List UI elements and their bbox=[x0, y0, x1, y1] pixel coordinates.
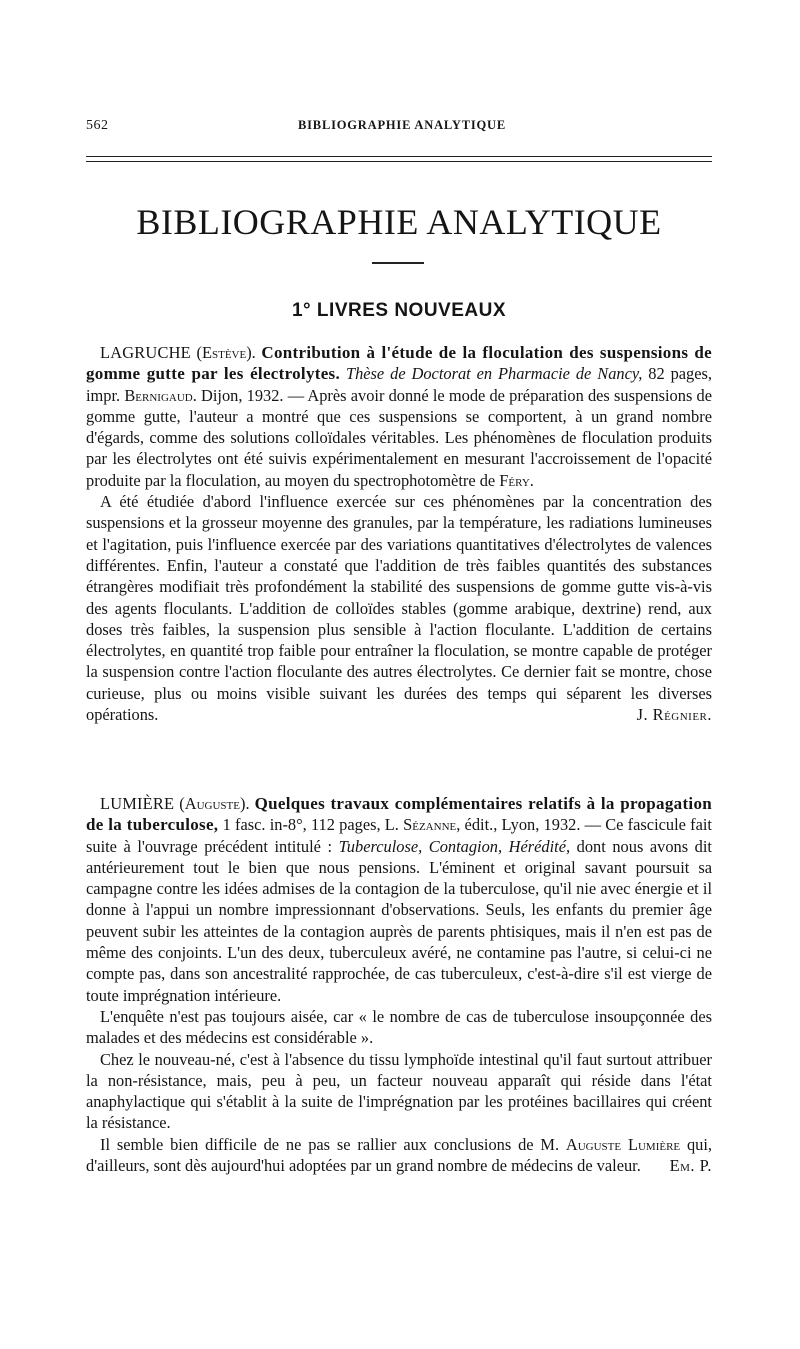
review-pages: 82 pages, impr. bbox=[86, 364, 712, 405]
page-number: 562 bbox=[86, 118, 109, 133]
review-lumiere bbox=[86, 793, 712, 1176]
review-lumiere-para-4 bbox=[86, 1134, 712, 1177]
review-lagruche-para-1: LAGRUCHE (Estève). Contribution à l'étude de la floculation des suspensions de gomme gutte par les électrolytes. Thèse de Doctorat en Pharmacie de Nancy, 82 pages, impr. Bernigaud. Dijon, 1932. — Après avoir donné le mode de préparation des suspensions de gomme gutte, l'auteur a montré que ces suspensions se comportent, à un grand nombre d'égards, comme des solutions colloïdales véritables. Les phénomènes de floculation produits par les électrolytes ont été suivis expérimentalement en mesurant l'accroissement de l'opacité produite par la floculation, au moyen du spectrophotomètre de Féry. bbox=[86, 343, 712, 490]
review-body-rest: dont nous avons dit antérieurement tout le bien que nous pensions. L'éminent et original savant poursuit sa campagne contre les idées admises de la contagion de la tuberculose, qu'il nie avec énergie et il donne à l'appui un nombre impressionnant d'observations. Seuls, les enfants du premier âge peuvent subir les atteintes de la contagion auprès de parents phtisiques, mais il n'en est pas de même des conjoints. L'un des deux, tuberculeux avéré, ne contamine pas l'autre, si celui-ci ne compte pas, dans son ancestralité rapprochée, de cas tuberculeux, c'est-à-dire s'il est vierge de toute imprégnation intérieure. bbox=[86, 836, 712, 1005]
review-body-2: A été étudiée d'abord l'influence exercée sur ces phénomènes par la concentration des suspensions et la grosseur moyenne des granules, par la température, les radiations lumineuses et l'agitation, puis l'influence exercée par des variations quantitatives d'électrolytes de valences différentes. Enfin, l'auteur a constaté que l'addition de très faibles quantités des substances étrangères modifiait très profondément la stabilité des suspensions de gomme gutte vis-à-vis des agents floculants. L'addition de colloïdes stables (gomme arabique, dextrine) rend, aux doses très faibles, la suspension plus sensible à l'action floculante. L'addition de certains électrolytes, en quantité trop faible pour entraîner la floculation, se montre capable de protéger la suspension contre l'action floculante des autres électrolytes. Ce dernier fait se montre, chose curieuse, plus ou moins visible suivant les durées des temps qui séparent les diverses opérations. bbox=[86, 492, 712, 725]
review-lumiere-para-1: LUMIÈRE (Auguste). Quelques travaux complémentaires relatifs à la propagation de la tuberculose, 1 fasc. in-8°, 112 pages, L. Sézanne, édit., Lyon, 1932. — Ce fascicule fait suite à l'ouvrage précédent intitulé : Tuberculose, Contagion, Hérédité, dont nous avons dit antérieurement tout le bien que nous pensions. L'éminent et original savant poursuit sa campagne contre les idées admises de la contagion de la tuberculose, qu'il nie avec énergie et il donne à l'appui un nombre impressionnant d'observations. Seuls, les enfants du premier âge peuvent subir les atteintes de la contagion auprès de parents phtisiques, mais il n'en est pas de même des conjoints. L'un des deux, tuberculeux avéré, ne contamine pas l'autre, si celui-ci ne compte pas, dans son ancestralité rapprochée, de cas tuberculeux, c'est-à-dire s'il est vierge de toute imprégnation intérieure. bbox=[86, 794, 712, 1005]
review-author: LUMIÈRE bbox=[100, 794, 175, 813]
review-lagruche bbox=[86, 342, 712, 725]
review-body-4b: qui, d'ailleurs, sont dès aujourd'hui adoptées par un grand nombre de médecins de valeur. bbox=[86, 1134, 713, 1176]
page-title: BIBLIOGRAPHIE ANALYTIQUE bbox=[136, 202, 662, 242]
review-author: LAGRUCHE bbox=[100, 343, 191, 362]
review-lagruche-para-2 bbox=[86, 491, 712, 725]
header-rule-bottom bbox=[86, 161, 712, 162]
running-header bbox=[86, 118, 712, 138]
review-lumiere-para-2: L'enquête n'est pas toujours aisée, car « le nombre de cas de tuberculose insoupçonnée des malades et des médecins est considérable ». bbox=[86, 1006, 712, 1048]
review-body: . Dijon, 1932. — Après avoir donné le mode de préparation des suspensions de gomme gutte, l'auteur a montré que ces suspensions se comportent, à un grand nombre d'égards, comme des solutions colloïdales véritables. Les phénomènes de floculation produits par les électrolytes ont été suivis expérimentalement en mesurant l'accroissement de l'opacité produite par la floculation, au moyen du spectrophotomètre de bbox=[86, 385, 712, 490]
review-printer: Bernigaud bbox=[124, 385, 193, 405]
review-book-title: Quelques travaux complémentaires relatifs à la propagation de la tuberculose, bbox=[86, 794, 712, 835]
review-publisher: Sézanne bbox=[403, 815, 457, 835]
review-previous-title: Tuberculose, Contagion, Hérédité, bbox=[338, 836, 571, 856]
review-period: . bbox=[529, 470, 534, 490]
review-book-title: Contribution à l'étude de la floculation des suspensions de gomme gutte par les électrolytes. bbox=[86, 343, 712, 384]
header-rule-top bbox=[86, 156, 712, 157]
review-body: , édit., Lyon, 1932. — Ce fascicule fait suite à l'ouvrage précédent intitulé : bbox=[86, 815, 712, 856]
review-body-4a: Il semble bien difficile de ne pas se rallier aux conclusions de M. bbox=[100, 1134, 566, 1154]
review-pages: 1 fasc. in-8°, 112 pages, L. bbox=[218, 815, 404, 835]
review-cited-name: Féry bbox=[499, 470, 530, 490]
review-lumiere-para-3: Chez le nouveau-né, c'est à l'absence du tissu lymphoïde intestinal qu'il faut surtout attribuer la non-résistance, mais, peu à peu, un facteur nouveau apparaît qui réside dans l'état anaphylactique qui s'établit à la suite de l'imprégnation par les protéines bacillaires qui créent la résistance. bbox=[86, 1049, 712, 1133]
title-divider bbox=[372, 262, 424, 264]
section-heading: 1° LIVRES NOUVEAUX bbox=[291, 300, 507, 321]
review-signature: Em. P. bbox=[669, 1156, 712, 1176]
review-publication: Thèse de Doctorat en Pharmacie de Nancy, bbox=[345, 364, 643, 384]
review-author-firstname: Auguste bbox=[184, 794, 240, 813]
running-title: BIBLIOGRAPHIE ANALYTIQUE bbox=[298, 118, 507, 132]
review-signature: J. Régnier. bbox=[636, 705, 712, 725]
review-cited-name: Auguste Lumière bbox=[565, 1134, 681, 1154]
review-author-firstname: Estève bbox=[201, 343, 247, 362]
